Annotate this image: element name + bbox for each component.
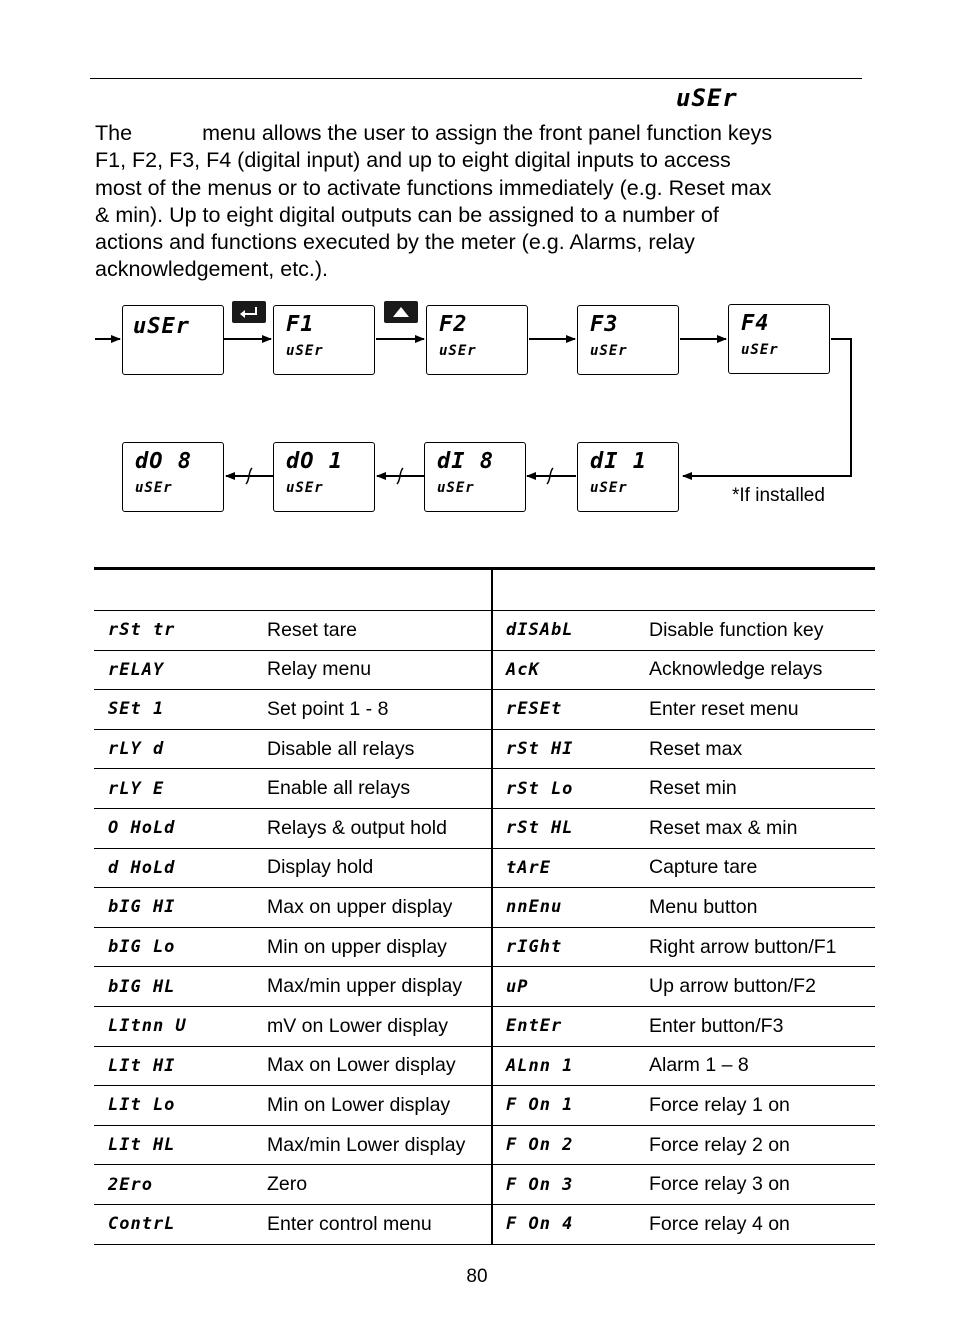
intro-line-5: actions and functions executed by the meter (e.g. Alarms, relay <box>95 230 695 255</box>
left-description-cell: Set point 1 - 8 <box>267 690 492 730</box>
right-description-cell: Acknowledge relays <box>649 650 875 690</box>
right-code-cell: AcK <box>492 650 649 690</box>
intro-line-6: acknowledgement, etc.). <box>95 257 329 282</box>
display-box-f2 <box>426 305 528 375</box>
display-box-bottom: uSEr <box>135 480 173 496</box>
display-box-bottom: uSEr <box>741 342 779 358</box>
intro-line-4: & min). Up to eight digital outputs can be assigned to a number of <box>95 202 719 227</box>
right-code-cell: rIGht <box>492 927 649 967</box>
left-code-cell: O HoLd <box>94 808 267 848</box>
table-body <box>94 611 875 1245</box>
table-row <box>94 808 875 848</box>
right-description-cell: Force relay 1 on <box>649 1086 875 1126</box>
right-code-cell: uP <box>492 967 649 1007</box>
section-heading-code: uSEr <box>676 84 738 112</box>
left-description-cell: Relay menu <box>267 650 492 690</box>
display-box-f1 <box>273 305 375 375</box>
right-code-cell: rSt HL <box>492 808 649 848</box>
left-description-cell: Display hold <box>267 848 492 888</box>
left-description-cell: Max/min upper display <box>267 967 492 1007</box>
left-code-cell: rLY E <box>94 769 267 809</box>
right-code-cell: F On 4 <box>492 1204 649 1244</box>
right-code-cell: dISAbL <box>492 611 649 651</box>
function-table <box>94 567 875 1245</box>
display-box-bottom: uSEr <box>437 480 475 496</box>
table-row <box>94 1046 875 1086</box>
display-box-di1 <box>577 442 679 512</box>
left-code-cell: ContrL <box>94 1204 267 1244</box>
table-row <box>94 1165 875 1205</box>
left-description-cell: Zero <box>267 1165 492 1205</box>
left-description-cell: Max on Lower display <box>267 1046 492 1086</box>
right-description-cell: Force relay 4 on <box>649 1204 875 1244</box>
table-header-row <box>94 569 875 611</box>
table-row <box>94 927 875 967</box>
table-row <box>94 611 875 651</box>
table-row <box>94 967 875 1007</box>
table-row <box>94 888 875 928</box>
intro-lead: The <box>95 121 133 145</box>
display-box-f3 <box>577 305 679 375</box>
table-row <box>94 729 875 769</box>
left-description-cell: Min on upper display <box>267 927 492 967</box>
display-box-top: dO 1 <box>286 449 343 474</box>
right-code-cell: rESEt <box>492 690 649 730</box>
right-description-cell: Reset max <box>649 729 875 769</box>
table-row <box>94 690 875 730</box>
right-description-cell: Enter button/F3 <box>649 1006 875 1046</box>
right-description-cell: Reset max & min <box>649 808 875 848</box>
display-box-bottom: uSEr <box>286 480 324 496</box>
left-code-cell: SEt 1 <box>94 690 267 730</box>
display-box-f4 <box>728 304 830 374</box>
table-row <box>94 769 875 809</box>
display-box-bottom: uSEr <box>439 343 477 359</box>
table-row <box>94 1204 875 1244</box>
display-box-bottom: uSEr <box>286 343 324 359</box>
display-box-top: F3 <box>590 312 619 337</box>
enter-key-icon <box>232 301 266 323</box>
left-code-cell: rLY d <box>94 729 267 769</box>
right-code-cell: nnEnu <box>492 888 649 928</box>
left-code-cell: rELAY <box>94 650 267 690</box>
left-description-cell: Min on Lower display <box>267 1086 492 1126</box>
left-code-cell: bIG HI <box>94 888 267 928</box>
display-box-top: F2 <box>439 312 468 337</box>
display-box-user <box>122 305 224 375</box>
right-description-cell: Reset min <box>649 769 875 809</box>
right-code-cell: F On 3 <box>492 1165 649 1205</box>
table-row <box>94 1125 875 1165</box>
right-code-cell: tArE <box>492 848 649 888</box>
right-code-cell: F On 1 <box>492 1086 649 1126</box>
display-box-top: dI 1 <box>590 449 647 474</box>
display-box-top: F4 <box>741 311 770 336</box>
intro-line-2: F1, F2, F3, F4 (digital input) and up to eight digital inputs to access <box>95 148 731 173</box>
right-code-cell: EntEr <box>492 1006 649 1046</box>
table-row <box>94 848 875 888</box>
right-code-cell: rSt Lo <box>492 769 649 809</box>
left-code-cell: LIt HL <box>94 1125 267 1165</box>
display-box-user-text: uSEr <box>133 314 190 339</box>
right-description-cell: Force relay 3 on <box>649 1165 875 1205</box>
left-code-cell: LIt HI <box>94 1046 267 1086</box>
left-code-cell: d HoLd <box>94 848 267 888</box>
right-description-cell: Enter reset menu <box>649 690 875 730</box>
display-box-top: dO 8 <box>135 449 192 474</box>
left-code-cell: 2Ero <box>94 1165 267 1205</box>
left-description-cell: mV on Lower display <box>267 1006 492 1046</box>
left-description-cell: Relays & output hold <box>267 808 492 848</box>
display-box-di8 <box>424 442 526 512</box>
display-box-bottom: uSEr <box>590 343 628 359</box>
left-description-cell: Enable all relays <box>267 769 492 809</box>
page-number: 80 <box>466 1266 488 1287</box>
right-description-cell: Alarm 1 – 8 <box>649 1046 875 1086</box>
right-description-cell: Force relay 2 on <box>649 1125 875 1165</box>
right-description-cell: Menu button <box>649 888 875 928</box>
right-code-cell: ALnn 1 <box>492 1046 649 1086</box>
right-code-cell: rSt HI <box>492 729 649 769</box>
left-code-cell: bIG HL <box>94 967 267 1007</box>
left-code-cell: rSt tr <box>94 611 267 651</box>
display-box-top: dI 8 <box>437 449 494 474</box>
left-description-cell: Disable all relays <box>267 729 492 769</box>
display-box-do8 <box>122 442 224 512</box>
if-installed-note: *If installed <box>732 485 825 506</box>
right-description-cell: Disable function key <box>649 611 875 651</box>
display-box-bottom: uSEr <box>590 480 628 496</box>
display-box-do1 <box>273 442 375 512</box>
display-box-top: F1 <box>286 312 315 337</box>
table-row <box>94 1086 875 1126</box>
left-description-cell: Max/min Lower display <box>267 1125 492 1165</box>
intro-line-1-text: menu allows the user to assign the front panel function keys <box>202 121 773 145</box>
intro-line-3: most of the menus or to activate functions immediately (e.g. Reset max <box>95 175 772 200</box>
right-description-cell: Up arrow button/F2 <box>649 967 875 1007</box>
right-description-cell: Capture tare <box>649 848 875 888</box>
right-description-cell: Right arrow button/F1 <box>649 927 875 967</box>
table-row <box>94 650 875 690</box>
left-description-cell: Max on upper display <box>267 888 492 928</box>
table-row <box>94 1006 875 1046</box>
up-arrow-key-icon <box>384 301 418 323</box>
left-description-cell: Enter control menu <box>267 1204 492 1244</box>
left-code-cell: bIG Lo <box>94 927 267 967</box>
left-code-cell: LIt Lo <box>94 1086 267 1126</box>
left-code-cell: LItnn U <box>94 1006 267 1046</box>
left-description-cell: Reset tare <box>267 611 492 651</box>
right-code-cell: F On 2 <box>492 1125 649 1165</box>
